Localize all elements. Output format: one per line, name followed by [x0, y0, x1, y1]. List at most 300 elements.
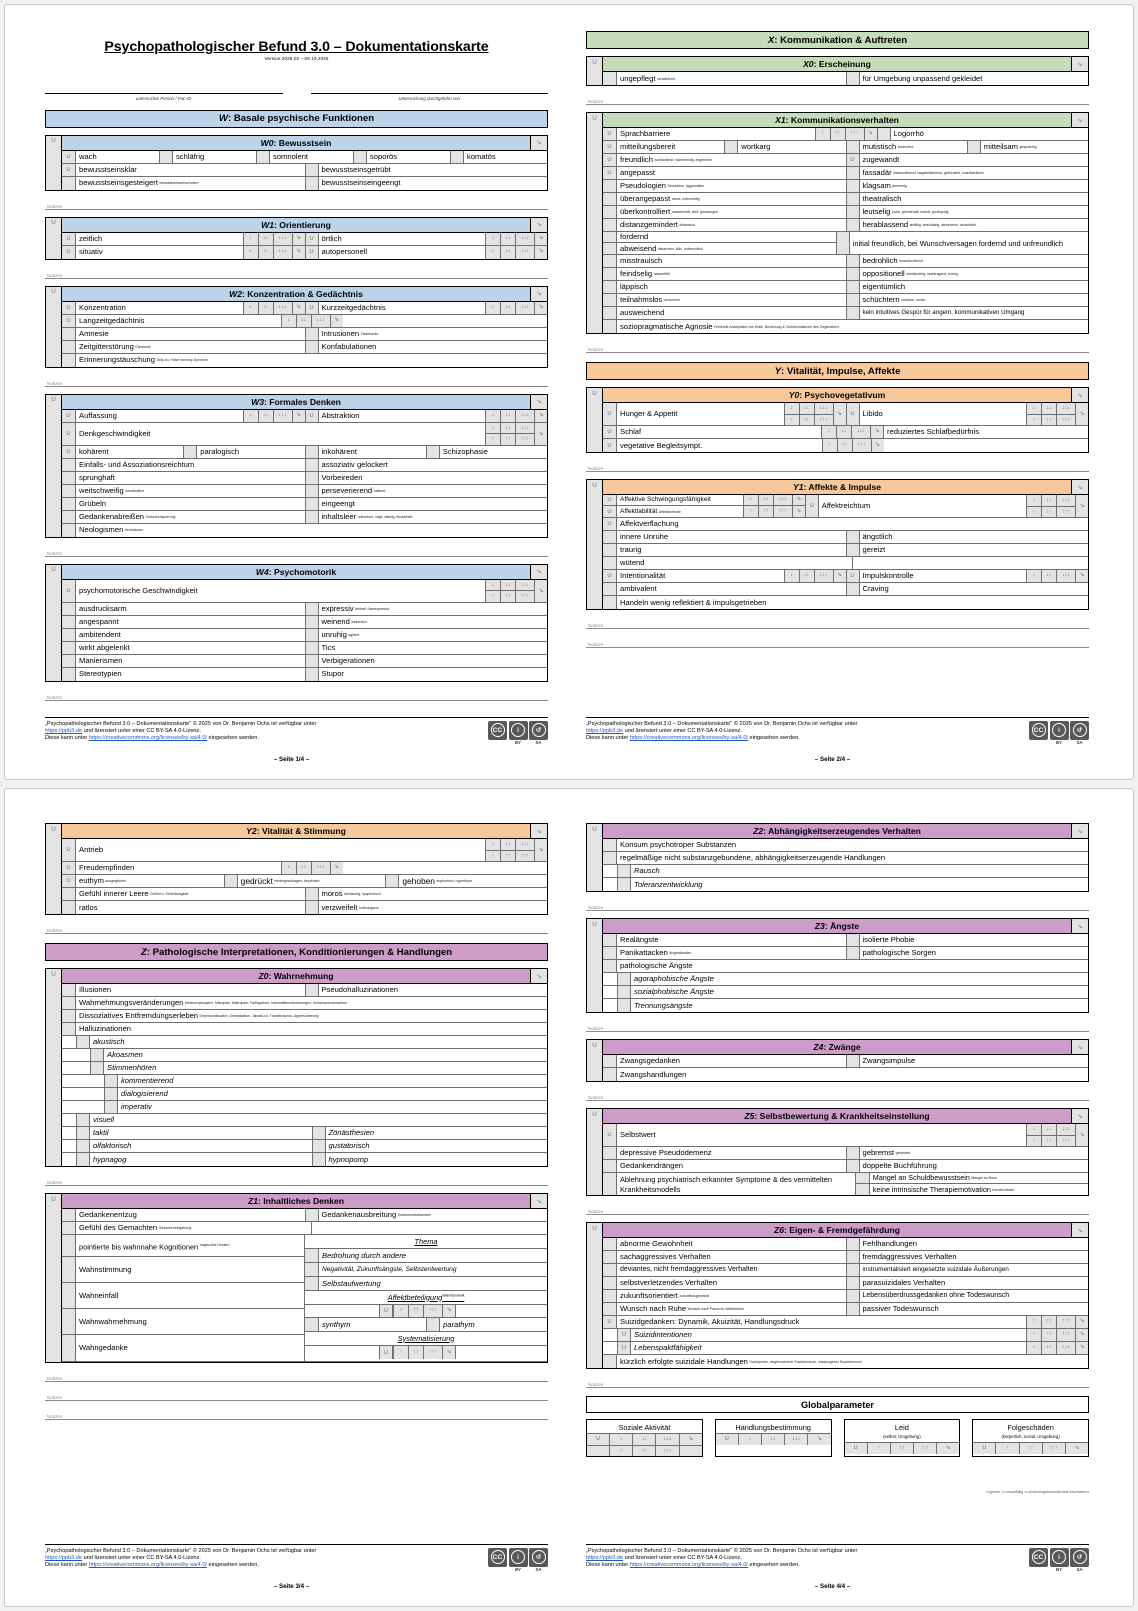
scale-up1[interactable]: ↑ [784, 415, 799, 426]
checkbox[interactable] [62, 1335, 76, 1361]
cc-license-link[interactable]: https://creativecommons.org/licenses/by-sa/4.0/ [629, 1562, 748, 1569]
gp-scale-down3[interactable]: ↓↓↓ [655, 1434, 678, 1445]
scale-down3[interactable]: ↓↓↓ [1056, 495, 1075, 506]
checkbox-u[interactable]: U [305, 410, 319, 422]
checkbox[interactable] [603, 1160, 617, 1172]
scale-na[interactable]: ⇘ [1075, 1124, 1088, 1146]
scale-group[interactable] [243, 410, 305, 422]
scale-na[interactable]: ⇘ [833, 570, 846, 582]
checkbox-u[interactable]: U [846, 570, 860, 582]
checkbox[interactable] [603, 255, 617, 267]
checkbox[interactable] [62, 1010, 76, 1022]
scale-up3[interactable]: ↑↑↑ [1056, 1136, 1075, 1147]
scale-down2[interactable]: ↓↓ [1041, 570, 1056, 582]
scale-na[interactable]: ⇘ [534, 410, 547, 422]
checkbox[interactable] [62, 472, 76, 484]
scale-na[interactable]: ⇘ [1075, 495, 1088, 517]
checkbox-u[interactable]: U [603, 128, 617, 140]
checkbox[interactable] [305, 1263, 319, 1276]
checkbox[interactable] [450, 151, 464, 163]
scale-down1[interactable]: ↓ [485, 246, 500, 259]
scale-up2[interactable]: ↑↑ [830, 128, 845, 140]
patient-id-input[interactable] [45, 83, 283, 94]
checkbox-u[interactable]: U [617, 1342, 631, 1354]
checkbox[interactable] [305, 629, 319, 641]
scale-up3[interactable]: ↑↑↑ [1056, 507, 1075, 518]
checkbox[interactable] [603, 232, 617, 242]
gp-scale-down2[interactable]: ↓↓ [761, 1434, 784, 1445]
scale-group-bidirectional[interactable] [485, 580, 534, 602]
notes-field[interactable]: Notizen [45, 1372, 548, 1382]
scale-down3[interactable]: ↓↓↓ [851, 426, 870, 438]
scale-na[interactable]: ⇘ [870, 426, 883, 438]
scale-down3[interactable]: ↓↓↓ [515, 302, 534, 314]
checkbox-u[interactable]: U [62, 302, 76, 314]
checkbox[interactable] [617, 878, 631, 891]
module-Y1-u-checkbox[interactable]: U [586, 479, 603, 610]
module-W0-na-checkbox[interactable]: ⇘ [530, 136, 547, 150]
gp-scale-na[interactable]: ⇘ [1065, 1443, 1088, 1454]
scale-na[interactable]: ⇘ [534, 423, 547, 445]
module-Z4-u-checkbox[interactable]: U [586, 1039, 603, 1082]
checkbox[interactable] [62, 1023, 76, 1035]
checkbox[interactable] [603, 193, 617, 205]
scale-down1[interactable]: ↓ [1026, 1124, 1041, 1135]
scale-group[interactable] [1026, 570, 1088, 582]
checkbox[interactable] [846, 255, 860, 267]
gp-scale[interactable] [973, 1442, 1088, 1454]
checkbox[interactable] [62, 485, 76, 497]
scale-down1[interactable]: ↓ [485, 580, 500, 591]
scale-group-bidirectional[interactable] [784, 403, 833, 425]
scale-up1[interactable]: ↑ [393, 1305, 408, 1317]
checkbox[interactable] [603, 544, 617, 556]
notes-field[interactable]: Notizen [45, 1410, 548, 1420]
gp-scale-up1[interactable]: ↑ [867, 1443, 890, 1454]
scale-group-bidirectional[interactable] [1026, 1124, 1075, 1146]
scale-down2[interactable]: ↓↓ [1041, 1342, 1056, 1354]
checkbox-u[interactable]: U [846, 154, 860, 166]
scale-up1[interactable]: ↑ [1026, 415, 1041, 426]
scale-down3[interactable]: ↓↓↓ [273, 246, 292, 259]
scale-na[interactable]: ⇘ [792, 506, 805, 517]
scale-down2[interactable]: ↓↓ [296, 315, 311, 327]
module-Z6-u-checkbox[interactable]: U [586, 1222, 603, 1369]
gp-scale[interactable] [716, 1433, 831, 1445]
scale-up1[interactable]: ↑ [1026, 1316, 1041, 1328]
checkbox-u[interactable]: U [603, 403, 617, 425]
scale-na[interactable]: ⇘ [534, 246, 547, 259]
scale-up3[interactable]: ↑↑↑ [845, 128, 864, 140]
scale-down2[interactable]: ↓↓ [500, 580, 515, 591]
notes-field[interactable]: Notizen [45, 547, 548, 557]
checkbox[interactable] [426, 1318, 440, 1331]
checkbox[interactable] [617, 865, 631, 877]
gp-scale-up2[interactable]: ↑↑ [632, 1446, 655, 1457]
scale-down2[interactable]: ↓↓ [500, 246, 515, 259]
module-W0-u-checkbox[interactable]: U [45, 135, 62, 191]
checkbox[interactable] [62, 668, 76, 681]
checkbox-u[interactable]: U [305, 233, 319, 245]
scale-down1[interactable]: ↓ [485, 423, 500, 434]
checkbox-u[interactable]: U [603, 570, 617, 582]
scale-group[interactable] [815, 128, 877, 140]
gp-scale-up3[interactable]: ↑↑↑ [655, 1446, 678, 1457]
checkbox[interactable] [62, 616, 76, 628]
scale-up2[interactable]: ↑↑ [1041, 1316, 1056, 1328]
module-Z5-u-checkbox[interactable]: U [586, 1108, 603, 1196]
gp-scale-na[interactable]: ⇘ [936, 1443, 959, 1454]
notes-field[interactable]: Notizen [586, 638, 1089, 648]
scale-down2[interactable]: ↓↓ [500, 233, 515, 245]
scale-down3[interactable]: ↓↓↓ [814, 403, 833, 414]
gp-checkbox-u[interactable]: U [716, 1434, 738, 1445]
checkbox-u[interactable]: U [603, 167, 617, 179]
scale-na[interactable]: ⇘ [330, 862, 343, 874]
checkbox-u[interactable]: U [603, 1316, 617, 1328]
checkbox-u[interactable]: U [617, 1329, 631, 1341]
checkbox[interactable] [603, 839, 617, 851]
checkbox[interactable] [62, 328, 76, 340]
checkbox[interactable] [856, 1184, 870, 1195]
checkbox-u[interactable]: U [603, 495, 617, 505]
scale-na[interactable]: ⇘ [1075, 1342, 1088, 1354]
scale-down2[interactable]: ↓↓ [758, 495, 773, 505]
checkbox[interactable] [305, 616, 319, 628]
checkbox[interactable] [62, 888, 76, 900]
checkbox[interactable] [846, 294, 860, 306]
ppb3-link[interactable]: https://ppb3.de [586, 727, 624, 734]
checkbox[interactable] [846, 1238, 860, 1250]
scale-group[interactable] [743, 506, 805, 517]
scale-up3[interactable]: ↑↑↑ [423, 1346, 442, 1359]
scale-down2[interactable]: ↓↓ [1041, 495, 1056, 506]
checkbox[interactable] [305, 472, 319, 484]
scale-down3[interactable]: ↓↓↓ [515, 839, 534, 850]
scale-down3[interactable]: ↓↓↓ [1056, 1124, 1075, 1135]
checkbox[interactable] [836, 232, 850, 254]
scale-na[interactable]: ⇘ [534, 302, 547, 314]
checkbox[interactable] [846, 1160, 860, 1172]
scale-group[interactable] [243, 233, 305, 245]
gp-scale-na[interactable]: ⇘ [679, 1434, 702, 1445]
scale-na[interactable]: ⇘ [534, 839, 547, 861]
checkbox[interactable] [90, 1049, 104, 1061]
scale-down2[interactable]: ↓↓ [500, 423, 515, 434]
module-Y0-na-checkbox[interactable]: ⇘ [1071, 388, 1088, 402]
checkbox[interactable] [62, 997, 76, 1009]
checkbox[interactable] [846, 934, 860, 946]
checkbox[interactable] [846, 167, 860, 179]
module-Z0-u-checkbox[interactable]: U [45, 968, 62, 1167]
checkbox[interactable] [603, 1147, 617, 1159]
checkbox[interactable] [603, 180, 617, 192]
notes-field[interactable]: Notizen [586, 343, 1089, 353]
scale-na[interactable]: ⇘ [864, 128, 877, 140]
gp-checkbox-u[interactable]: U [973, 1443, 995, 1454]
checkbox[interactable] [183, 446, 197, 458]
cc-license-link[interactable]: https://creativecommons.org/licenses/by-sa/4.0/ [88, 1562, 207, 1569]
checkbox[interactable] [846, 219, 860, 231]
gp-scale-na[interactable]: ⇘ [807, 1434, 830, 1445]
gp-checkbox-u[interactable]: U [845, 1443, 867, 1454]
scale-down3[interactable]: ↓↓↓ [814, 570, 833, 582]
checkbox-u[interactable]: U [846, 403, 860, 425]
checkbox[interactable] [312, 1127, 326, 1139]
checkbox[interactable] [62, 901, 76, 914]
checkbox[interactable] [305, 328, 319, 340]
notes-field[interactable]: Notizen [586, 1205, 1089, 1215]
checkbox[interactable] [603, 72, 617, 85]
scale-up2[interactable]: ↑↑ [1041, 507, 1056, 518]
scale-down2[interactable]: ↓↓ [1041, 1124, 1056, 1135]
checkbox-u[interactable]: U [62, 862, 76, 874]
checkbox[interactable] [603, 947, 617, 959]
scale-down1[interactable]: ↓ [485, 839, 500, 850]
checkbox[interactable] [305, 1277, 319, 1290]
checkbox[interactable] [76, 1140, 90, 1152]
checkbox[interactable] [846, 947, 860, 959]
scale-group-bidirectional[interactable] [1026, 403, 1075, 425]
scale-na[interactable]: ⇘ [871, 439, 884, 452]
scale-group[interactable] [1026, 1329, 1088, 1341]
checkbox-u[interactable]: U [62, 164, 76, 176]
checkbox[interactable] [104, 1101, 118, 1113]
checkbox[interactable] [224, 875, 238, 887]
scale-down2[interactable]: ↓↓ [258, 302, 273, 314]
notes-field[interactable]: Notizen [586, 462, 1089, 472]
scale-up2[interactable]: ↑↑ [1041, 415, 1056, 426]
checkbox[interactable] [603, 583, 617, 595]
checkbox[interactable] [305, 177, 319, 190]
checkbox[interactable] [305, 668, 319, 681]
scale-down3[interactable]: ↓↓↓ [515, 423, 534, 434]
module-Y0-u-checkbox[interactable]: U [586, 387, 603, 453]
checkbox[interactable] [603, 1277, 617, 1289]
scale-na[interactable]: ⇘ [292, 410, 305, 422]
scale-down1[interactable]: ↓ [281, 862, 296, 874]
scale-na[interactable]: ⇘ [330, 315, 343, 327]
checkbox-u[interactable]: U [62, 839, 76, 861]
checkbox[interactable] [856, 1173, 870, 1183]
checkbox[interactable] [617, 973, 631, 985]
gp-scale-up2[interactable]: ↑↑ [890, 1443, 913, 1454]
scale-na[interactable]: ⇘ [292, 246, 305, 259]
scale-group[interactable] [1026, 1342, 1088, 1354]
checkbox[interactable] [846, 531, 860, 543]
module-Z5-na-checkbox[interactable]: ⇘ [1071, 1109, 1088, 1123]
scale-group[interactable] [822, 439, 884, 452]
scale-up1[interactable]: ↑ [1026, 1136, 1041, 1147]
module-W4-u-checkbox[interactable]: U [45, 564, 62, 682]
scale-group[interactable] [743, 495, 805, 505]
scale-down1[interactable]: ↓ [784, 570, 799, 582]
checkbox[interactable] [603, 852, 617, 864]
module-Z3-u-checkbox[interactable]: U [586, 918, 603, 1013]
gp-scale-down1[interactable]: ↓ [609, 1434, 632, 1445]
checkbox[interactable] [305, 459, 319, 471]
checkbox[interactable] [76, 1114, 90, 1126]
scale-up1[interactable]: ↑ [393, 1346, 408, 1359]
module-X0-u-checkbox[interactable]: U [586, 56, 603, 86]
checkbox[interactable] [62, 354, 76, 367]
scale-up2[interactable]: ↑↑ [500, 434, 515, 445]
notes-field[interactable]: Notizen [586, 901, 1089, 911]
checkbox[interactable] [62, 603, 76, 615]
checkbox-u[interactable]: U [379, 1305, 393, 1317]
checkbox[interactable] [62, 1209, 76, 1221]
checkbox[interactable] [305, 655, 319, 667]
checkbox[interactable] [617, 999, 631, 1012]
scale-up3[interactable]: ↑↑↑ [814, 415, 833, 426]
gp-scale-up2[interactable]: ↑↑ [1019, 1443, 1042, 1454]
scale-down1[interactable]: ↓ [784, 403, 799, 414]
scale-down3[interactable]: ↓↓↓ [515, 410, 534, 422]
checkbox[interactable] [305, 511, 319, 523]
checkbox[interactable] [877, 128, 891, 140]
checkbox[interactable] [62, 1257, 76, 1282]
scale-up3[interactable]: ↑↑↑ [1056, 415, 1075, 426]
checkbox-u[interactable]: U [62, 875, 76, 887]
checkbox[interactable] [305, 984, 319, 996]
checkbox-u[interactable]: U [62, 410, 76, 422]
scale-na[interactable]: ⇘ [1075, 1316, 1088, 1328]
checkbox[interactable] [603, 1303, 617, 1315]
checkbox[interactable] [846, 193, 860, 205]
notes-field[interactable]: Notizen [586, 95, 1089, 105]
checkbox[interactable] [62, 1283, 76, 1308]
module-Y2-na-checkbox[interactable]: ⇘ [530, 824, 547, 838]
scale-group[interactable] [243, 302, 305, 314]
scale-down2[interactable]: ↓↓ [500, 839, 515, 850]
checkbox-u[interactable]: U [62, 315, 76, 327]
scale-up1[interactable]: ↑ [485, 851, 500, 862]
checkbox[interactable] [353, 151, 367, 163]
scale-up1[interactable]: ↑ [822, 439, 837, 452]
scale-down2[interactable]: ↓↓ [1041, 403, 1056, 414]
checkbox[interactable] [62, 498, 76, 510]
checkbox[interactable] [603, 557, 617, 569]
module-Z0-na-checkbox[interactable]: ⇘ [530, 969, 547, 983]
checkbox[interactable] [603, 1238, 617, 1250]
module-W3-u-checkbox[interactable]: U [45, 394, 62, 538]
scale-down1[interactable]: ↓ [485, 410, 500, 422]
scale-down1[interactable]: ↓ [243, 246, 258, 259]
scale-down1[interactable]: ↓ [243, 233, 258, 245]
scale-down3[interactable]: ↓↓↓ [273, 410, 292, 422]
checkbox[interactable] [305, 888, 319, 900]
scale-group[interactable] [1026, 1316, 1088, 1328]
checkbox[interactable] [76, 1127, 90, 1139]
scale-group[interactable] [485, 410, 547, 422]
checkbox[interactable] [305, 446, 319, 458]
checkbox[interactable] [104, 1075, 118, 1087]
scale-group[interactable] [243, 246, 305, 259]
checkbox[interactable] [603, 281, 617, 293]
checkbox[interactable] [256, 151, 270, 163]
checkbox[interactable] [846, 281, 860, 293]
checkbox[interactable] [603, 243, 617, 254]
checkbox[interactable] [603, 1290, 617, 1302]
scale-up1[interactable]: ↑ [1026, 1329, 1041, 1341]
scale-up2[interactable]: ↑↑ [500, 851, 515, 862]
checkbox[interactable] [305, 1318, 319, 1331]
scale-group[interactable] [393, 1305, 455, 1317]
notes-field[interactable] [45, 200, 548, 210]
checkbox-u[interactable]: U [805, 495, 819, 517]
checkbox[interactable] [62, 629, 76, 641]
checkbox[interactable] [603, 307, 617, 319]
checkbox-u[interactable]: U [603, 154, 617, 166]
notes-field[interactable]: Notizen [45, 377, 548, 387]
checkbox[interactable] [603, 531, 617, 543]
notes-field[interactable]: Notizen [45, 1176, 548, 1186]
scale-up2[interactable]: ↑↑ [1041, 1136, 1056, 1147]
scale-down3[interactable]: ↓↓↓ [515, 233, 534, 245]
scale-down1[interactable]: ↓ [485, 302, 500, 314]
scale-up3[interactable]: ↑↑↑ [515, 591, 534, 602]
checkbox[interactable] [305, 498, 319, 510]
scale-group[interactable] [821, 426, 883, 438]
scale-up2[interactable]: ↑↑ [500, 591, 515, 602]
scale-down2[interactable]: ↓↓ [258, 410, 273, 422]
checkbox[interactable] [603, 268, 617, 280]
checkbox-u[interactable]: U [62, 423, 76, 445]
scale-down1[interactable]: ↓ [243, 302, 258, 314]
module-Z4-na-checkbox[interactable]: ⇘ [1071, 1040, 1088, 1054]
checkbox[interactable] [603, 1251, 617, 1263]
module-Y1-na-checkbox[interactable]: ⇘ [1071, 480, 1088, 494]
checkbox[interactable] [62, 1309, 76, 1334]
scale-na[interactable]: ⇘ [1075, 570, 1088, 582]
scale-up2[interactable]: ↑↑ [408, 1305, 423, 1317]
notes-field[interactable]: Notizen [45, 924, 548, 934]
scale-up2[interactable]: ↑↑ [837, 439, 852, 452]
cc-license-link[interactable]: https://creativecommons.org/licenses/by-sa/4.0/ [88, 735, 207, 742]
module-X1-na-checkbox[interactable]: ⇘ [1071, 113, 1088, 127]
scale-down3[interactable]: ↓↓↓ [1056, 1342, 1075, 1354]
scale-group[interactable] [393, 1346, 455, 1359]
checkbox-u[interactable]: U [603, 141, 617, 153]
checkbox-u[interactable]: U [379, 1346, 393, 1359]
scale-up2[interactable]: ↑↑ [799, 415, 814, 426]
gp-scale-down1[interactable]: ↓ [738, 1434, 761, 1445]
scale-down3[interactable]: ↓↓↓ [273, 233, 292, 245]
module-Z1-na-checkbox[interactable]: ⇘ [530, 1194, 547, 1208]
scale-up1[interactable]: ↑ [485, 434, 500, 445]
scale-down2[interactable]: ↓↓ [296, 862, 311, 874]
checkbox[interactable] [312, 1140, 326, 1152]
scale-down3[interactable]: ↓↓↓ [1056, 403, 1075, 414]
checkbox[interactable] [62, 642, 76, 654]
checkbox-u[interactable]: U [62, 580, 76, 602]
module-Y2-u-checkbox[interactable]: U [45, 823, 62, 915]
ppb3-link[interactable]: https://ppb3.de [45, 727, 83, 734]
scale-down1[interactable]: ↓ [821, 426, 836, 438]
checkbox-u[interactable]: U [62, 233, 76, 245]
checkbox-u[interactable]: U [62, 246, 76, 259]
checkbox[interactable] [603, 206, 617, 218]
checkbox[interactable] [62, 1235, 76, 1256]
cc-license-link[interactable]: https://creativecommons.org/licenses/by-sa/4.0/ [629, 735, 748, 742]
scale-down1[interactable]: ↓ [743, 495, 758, 505]
scale-up3[interactable]: ↑↑↑ [515, 434, 534, 445]
checkbox[interactable] [603, 1068, 617, 1081]
scale-na[interactable]: ⇘ [1075, 1329, 1088, 1341]
checkbox[interactable] [305, 485, 319, 497]
checkbox[interactable] [846, 544, 860, 556]
module-Z2-na-checkbox[interactable]: ⇘ [1071, 824, 1088, 838]
